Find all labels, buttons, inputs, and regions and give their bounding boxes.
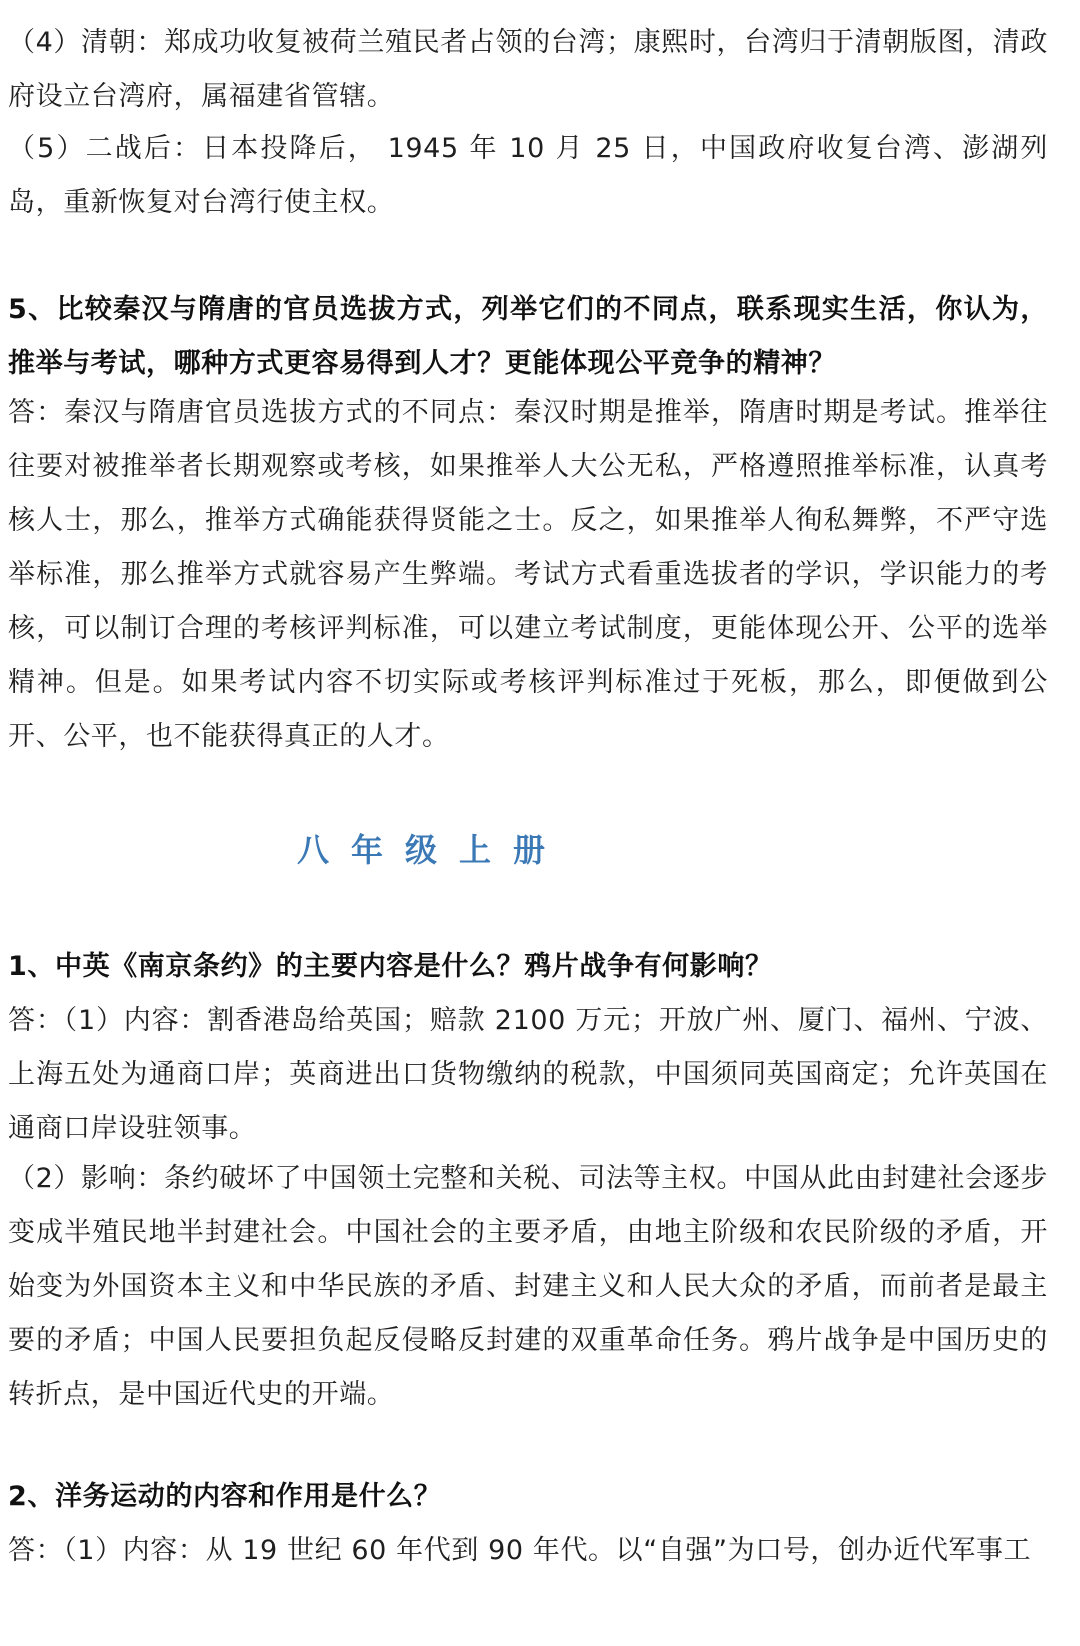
question-5: 5、比较秦汉与隋唐的官员选拔方式，列举它们的不同点，联系现实生活，你认为，推举与考试，哪种方式更容易得到人才？更能体现公平竞争的精神？ <box>8 294 1048 379</box>
answer-item-4-qing: （4）清朝：郑成功收复被荷兰殖民者占领的台湾；康熙时，台湾归于清朝版图，清政府设立台湾府，属福建省管辖。 <box>8 27 1048 112</box>
answer-2-content: 答：（1）内容：从 19 世纪 60 年代到 90 年代。以“自强”为口号，创办近代军事工 <box>8 1535 1032 1566</box>
answer-item-5-postwar: （5）二战后：日本投降后， 1945 年 10 月 25 日，中国政府收复台湾、澎湖列岛，重新恢复对台湾行使主权。 <box>8 133 1048 218</box>
answer-1-content: 答：（1）内容：割香港岛给英国；赔款 2100 万元；开放广州、厦门、福州、宁波、上海五处为通商口岸；英商进出口货物缴纳的税款，中国须同英国商定；允许英国在通商口岸设驻领事。 <box>8 1005 1048 1144</box>
question-2: 2、洋务运动的内容和作用是什么？ <box>8 1481 442 1512</box>
answer-5: 答：秦汉与隋唐官员选拔方式的不同点：秦汉时期是推举，隋唐时期是考试。推举往往要对被推举者长期观察或考核，如果推举人大公无私，严格遵照推举标准，认真考核人士，那么，推举方式确能获得贤能之士。反之，如果推举人徇私舞弊，不严守选举标准，那么推举方式就容易产生弊端。考试方式看重选拔者的学识，学识能力的考核，可以制订合理的考核评判标准，可以建立考试制度，更能体现公开、公平的选举精神。但是。如果考试内容不切实际或考核评判标准过于死板，那么，即便做到公开、公平，也不能获得真正的人才。 <box>8 397 1048 752</box>
answer-1-impact: （2）影响：条约破坏了中国领土完整和关税、司法等主权。中国从此由封建社会逐步变成半殖民地半封建社会。中国社会的主要矛盾，由地主阶级和农民阶级的矛盾，开始变为外国资本主义和中华民族的矛盾、封建主义和人民大众的矛盾，而前者是最主要的矛盾；中国人民要担负起反侵略反封建的双重革命任务。鸦片战争是中国历史的转折点，是中国近代史的开端。 <box>8 1163 1048 1410</box>
section-heading-grade8-vol1: 八年级上册 <box>296 831 567 869</box>
question-1: 1、中英《南京条约》的主要内容是什么？鸦片战争有何影响？ <box>8 951 773 982</box>
